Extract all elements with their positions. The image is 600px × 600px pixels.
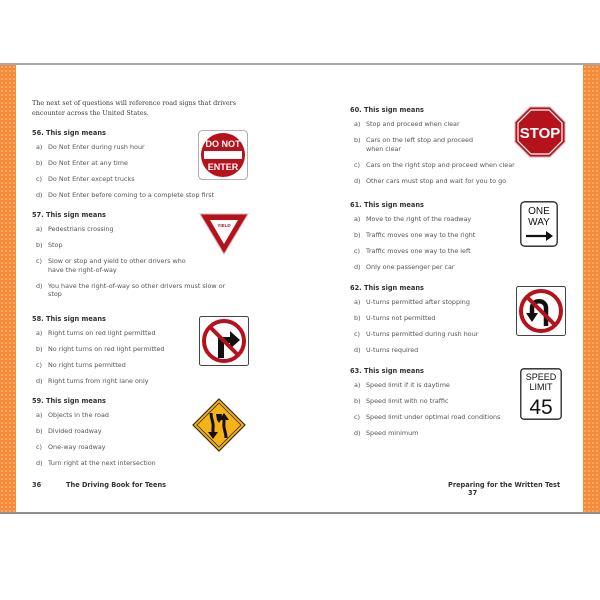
option-c[interactable]: c) Cars on the right stop and proceed when clear — [354, 160, 515, 169]
option-b[interactable]: b) Stop — [36, 241, 63, 249]
option-c[interactable]: c) Traffic moves one way to the left — [354, 247, 471, 255]
option-a[interactable]: a) Stop and proceed when clear — [354, 120, 460, 128]
question-title: 61. This sign means — [350, 201, 424, 209]
option-c[interactable]: c) Speed limit under optimal road conditions — [354, 413, 501, 421]
left-page-edge-decoration — [0, 65, 16, 512]
question-title: 57. This sign means — [32, 211, 106, 219]
book-spread — [0, 63, 600, 514]
left-page — [16, 65, 300, 512]
yield-sign-icon — [198, 212, 250, 256]
divided-highway-sign-icon — [192, 398, 246, 452]
question-title: 63. This sign means — [350, 367, 424, 375]
right-page — [300, 65, 583, 512]
svg-text:WAY: WAY — [528, 217, 550, 228]
question-title: 58. This sign means — [32, 315, 106, 323]
option-c[interactable]: c) One-way roadway — [36, 443, 106, 451]
svg-text:DO NOT: DO NOT — [205, 139, 241, 149]
svg-text:STOP: STOP — [519, 125, 561, 142]
left-page-footer — [32, 481, 166, 489]
right-page-footer — [448, 481, 583, 497]
option-c[interactable]: c) Slow or stop and yield to other drivers who have the right-of-way — [36, 257, 186, 274]
option-a[interactable]: a) Speed limit if it is daytime — [354, 381, 450, 389]
option-b[interactable]: b) Traffic moves one way to the right — [354, 231, 476, 239]
one-way-sign-icon — [520, 201, 558, 247]
option-a[interactable]: a) Objects in the road — [36, 411, 109, 419]
svg-text:LIMIT: LIMIT — [529, 382, 553, 392]
option-b[interactable]: b) No right turns on red light permitted — [36, 345, 165, 353]
page-number: 36 — [32, 481, 42, 489]
option-b[interactable]: b) Divided roadway — [36, 427, 102, 435]
option-c[interactable]: c) U-turns permitted during rush hour — [354, 330, 479, 338]
question-title: 60. This sign means — [350, 106, 424, 114]
option-d[interactable]: d) Turn right at the next intersection — [36, 459, 156, 467]
option-a[interactable]: a) U-turns permitted after stopping — [354, 298, 470, 306]
intro-paragraph: The next set of questions will reference road signs that drivers encounter across the United States. — [32, 99, 237, 117]
right-page-edge-decoration — [583, 65, 600, 512]
option-d[interactable]: d) Only one passenger per car — [354, 263, 455, 271]
page-number: 37 — [468, 489, 478, 497]
option-d[interactable]: d) Do Not Enter before coming to a complete stop first — [36, 191, 215, 199]
option-a[interactable]: a) Move to the right of the roadway — [354, 215, 472, 223]
option-b[interactable]: b) U-turns not permitted — [354, 314, 436, 322]
svg-text:45: 45 — [529, 396, 553, 419]
option-d[interactable]: d) Speed minimum — [354, 429, 419, 437]
svg-text:ENTER: ENTER — [207, 162, 239, 172]
option-b[interactable]: b) Cars on the left stop and proceed when clear — [354, 136, 474, 153]
stop-sign-icon — [514, 106, 566, 158]
option-d[interactable]: d) Other cars must stop and wait for you to go — [354, 176, 507, 185]
option-a[interactable]: a) Right turns on red light permitted — [36, 329, 156, 337]
svg-text:YIELD: YIELD — [217, 223, 231, 228]
no-u-turn-sign-icon — [516, 286, 566, 336]
option-b[interactable]: b) Do Not Enter at any time — [36, 159, 128, 167]
question-title: 56. This sign means — [32, 129, 106, 137]
option-a[interactable]: a) Pedestrians crossing — [36, 225, 114, 233]
option-c[interactable]: c) Do Not Enter except trucks — [36, 175, 135, 183]
option-c[interactable]: c) No right turns permitted — [36, 361, 126, 369]
question-title: 59. This sign means — [32, 397, 106, 405]
svg-text:ONE: ONE — [528, 206, 550, 217]
do-not-enter-sign-icon — [198, 130, 248, 180]
question-title: 62. This sign means — [350, 284, 424, 292]
option-b[interactable]: b) Speed limit with no traffic — [354, 397, 449, 405]
option-d[interactable]: d) You have the right-of-way so other drivers must slow or stop — [36, 281, 226, 298]
option-a[interactable]: a) Do Not Enter during rush hour — [36, 143, 145, 151]
running-title: Preparing for the Written Test — [448, 481, 561, 489]
option-d[interactable]: d) Right turns from right lane only — [36, 377, 149, 385]
speed-limit-sign-icon — [520, 368, 562, 420]
no-right-turn-sign-icon — [199, 316, 249, 366]
svg-text:SPEED: SPEED — [525, 372, 557, 382]
option-d[interactable]: d) U-turns required — [354, 346, 419, 354]
running-title: The Driving Book for Teens — [66, 481, 167, 489]
